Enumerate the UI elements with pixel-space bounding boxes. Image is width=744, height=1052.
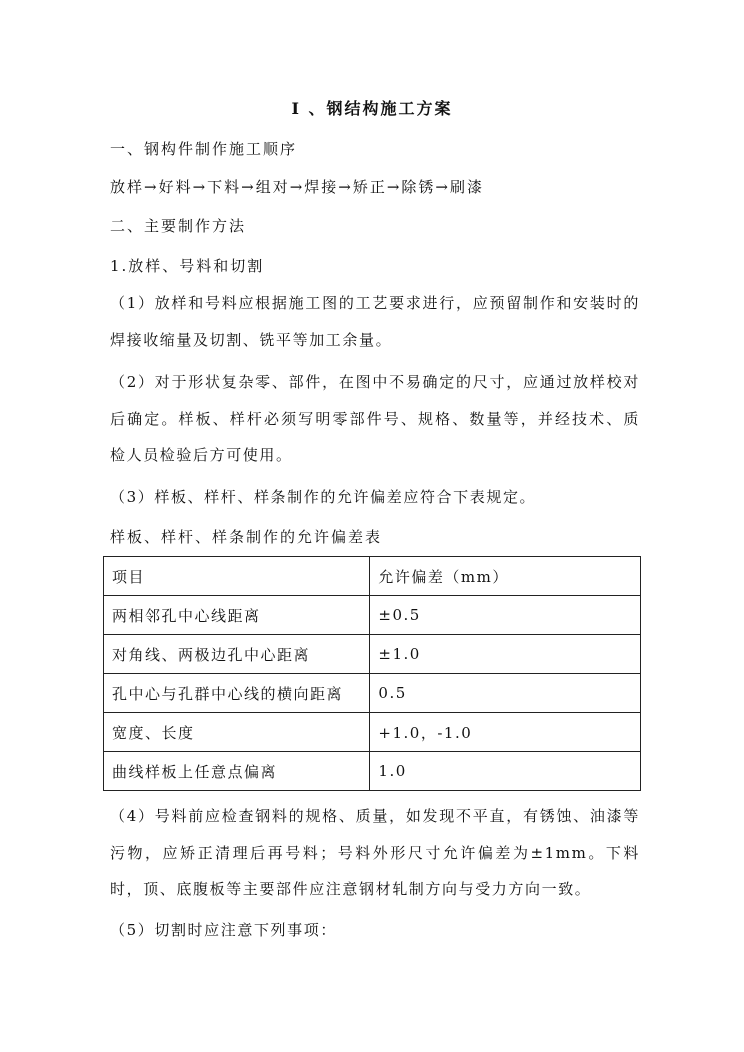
table-header-row (104, 557, 641, 596)
table-cell-tolerance: ±0.5 (370, 596, 641, 635)
table-cell-tolerance: +1.0，-1.0 (370, 713, 641, 752)
table-cell-tolerance: 1.0 (370, 752, 641, 791)
process-sequence: 放样→好料→下料→组对→焊接→矫正→除锈→刷漆 (110, 178, 484, 196)
table-header-tolerance: 允许偏差（mm） (370, 557, 641, 596)
table-row (104, 713, 641, 752)
subsection-heading-1: 1.放样、号料和切割 (110, 257, 265, 275)
table-cell-item: 宽度、长度 (104, 713, 370, 752)
paragraph-1: （1）放样和号料应根据施工图的工艺要求进行，应预留制作和安装时的焊接收缩量及切割、铣平等加工余量。 (110, 294, 640, 349)
paragraph-4: （4）号料前应检查钢料的规格、质量，如发现不平直，有锈蚀、油漆等污物，应矫正清理后再号料；号料外形尺寸允许偏差为±1mm。下料时，顶、底腹板等主要部件应注意钢材轧制方向与受力方向一致。 (110, 807, 640, 898)
table-cell-item: 孔中心与孔群中心线的横向距离 (104, 674, 370, 713)
paragraph-5: （5）切割时应注意下列事项： (110, 921, 337, 939)
table-row (104, 596, 641, 635)
tolerance-table (103, 556, 641, 791)
table-row (104, 635, 641, 674)
page-title: I 、钢结构施工方案 (291, 99, 453, 118)
table-caption: 样板、样杆、样条制作的允许偏差表 (110, 528, 383, 546)
table-cell-item: 对角线、两极边孔中心距离 (104, 635, 370, 674)
table-cell-item: 曲线样板上任意点偏离 (104, 752, 370, 791)
paragraph-3: （3）样板、样杆、样条制作的允许偏差应符合下表规定。 (110, 488, 537, 506)
section-heading-1: 一、钢构件制作施工顺序 (110, 140, 298, 158)
table-header-item: 项目 (104, 557, 370, 596)
table-cell-item: 两相邻孔中心线距离 (104, 596, 370, 635)
table-cell-tolerance: 0.5 (370, 674, 641, 713)
table-row (104, 752, 641, 791)
paragraph-2: （2）对于形状复杂零、部件，在图中不易确定的尺寸，应通过放样校对后确定。样板、样杆必须写明零部件号、规格、数量等，并经技术、质检人员检验后方可使用。 (110, 373, 640, 464)
section-heading-2: 二、主要制作方法 (110, 217, 247, 235)
table-cell-tolerance: ±1.0 (370, 635, 641, 674)
table-row (104, 674, 641, 713)
